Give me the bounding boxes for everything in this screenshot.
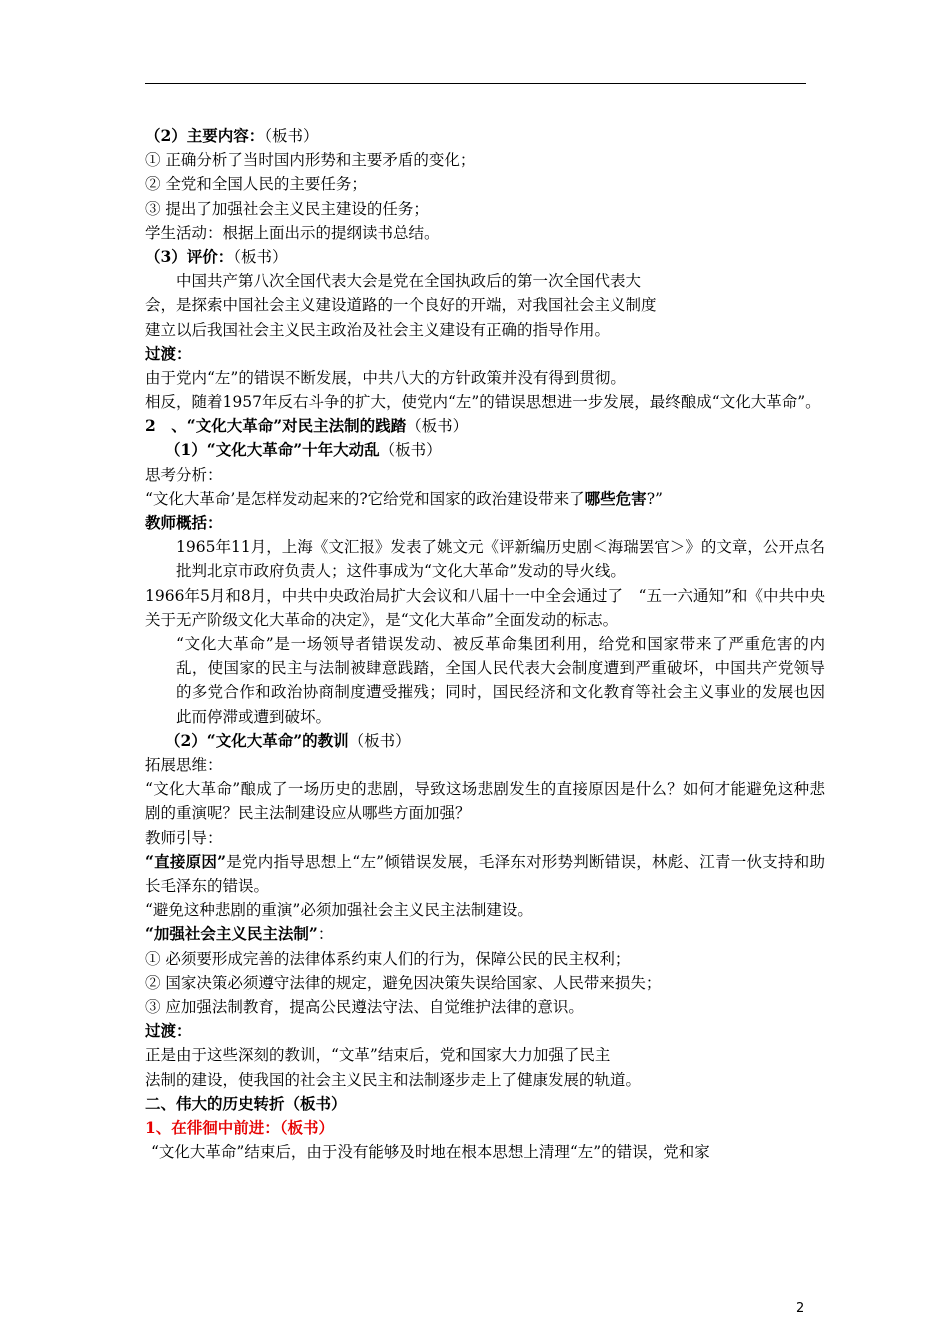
text-line [145, 898, 825, 922]
text-line [145, 922, 825, 946]
line-text: 二、伟大的历史转折（板书） [145, 1093, 347, 1113]
text-line [145, 535, 825, 583]
line-text: “文化大革命”酿成了一场历史的悲剧，导致这场悲剧发生的直接原因是什么？如何才能避免这种悲剧的重演呢？民主法制建设应从哪些方面加强？ [145, 780, 825, 823]
text-line [145, 729, 825, 753]
text-line [145, 293, 825, 317]
line-text: 学生活动：根据上面出示的提纲读书总结。 [145, 223, 440, 242]
text-line [145, 584, 825, 632]
line-text: 1965年11月，上海《文汇报》发表了姚文元《评新编历史剧＜海瑞罢官＞》的文章，公开点名批判北京市政府负责人；这件事成为“文化大革命”发动的导火线。 [176, 538, 825, 581]
text-line [145, 753, 825, 777]
line-text: ① 正确分析了当时国内形势和主要矛盾的变化； [145, 151, 476, 170]
text-line [145, 366, 825, 390]
line-text: 建立以后我国社会主义民主政治及社会主义建设有正确的指导作用。 [145, 320, 611, 339]
line-text: “文化大革命”是一场领导者错误发动、被反革命集团利用，给党和国家带来了严重危害的内乱，使国家的民主与法制被肆意践踏，全国人民代表大会制度遭到严重破坏，中国共产党领导的多党合作和政治协商制度遭受摧残；同时，国民经济和文化教育等社会主义事业的发展也因此而停滞或遭到破坏。 [176, 635, 825, 726]
line-text: 拓展思维： [145, 756, 223, 775]
text-line [145, 947, 825, 971]
text-line [145, 995, 825, 1019]
line-text: 相反，随着1957年反右斗争的扩大，使党内“左”的错误思想进一步发展，最终酿成“文化大革命”。 [145, 393, 821, 412]
line-text: （3）评价： [145, 246, 234, 266]
line-suffix: （板书） [233, 247, 288, 266]
line-text: “文化大革命’是怎样发动起来的?它给党和国家的政治建设带来了 [145, 489, 585, 508]
line-text: 会，是探索中国社会主义建设道路的一个良好的开端，对我国社会主义制度 [145, 296, 657, 315]
line-suffix: （板书） [348, 731, 411, 750]
text-line [145, 487, 825, 511]
line-text: “加强社会主义民主法制” [145, 924, 318, 944]
line-text: 中国共产第八次全国代表大会是党在全国执政后的第一次全国代表大 [176, 272, 642, 291]
text-line [145, 269, 825, 293]
text-line [145, 438, 825, 462]
text-line [145, 826, 825, 850]
page-number: 2 [796, 1301, 805, 1316]
text-line [145, 245, 825, 269]
line-text: 教师引导： [145, 828, 223, 847]
line-text: ② 全党和全国人民的主要任务； [145, 175, 367, 194]
line-text: 过渡： [145, 343, 192, 363]
line-suffix: （板书） [406, 417, 469, 436]
line-suffix: ： [317, 925, 334, 944]
text-line [145, 197, 825, 221]
text-line [145, 172, 825, 196]
line-bold-text: “直接原因” [145, 851, 227, 871]
text-line [145, 511, 825, 535]
text-line [145, 148, 825, 172]
text-line [145, 342, 825, 366]
text-line [145, 1019, 825, 1043]
line-text: “文化大革命”结束后，由于没有能够及时地在根本思想上清理“左”的错误，党和家 [151, 1143, 710, 1162]
line-suffix: （板书） [264, 127, 319, 145]
line-text: 法制的建设，使我国的社会主义民主和法制逐步走上了健康发展的轨道。 [145, 1070, 642, 1089]
text-line [145, 1068, 825, 1092]
text-line [145, 777, 825, 825]
line-text: 教师概括： [145, 513, 223, 533]
text-line [145, 971, 825, 995]
text-line [145, 318, 825, 342]
line-text: ① 必须要形成完善的法律体系约束人们的行为，保障公民的民主权利； [145, 949, 631, 968]
line-bold-text: 哪些危害 [584, 488, 647, 508]
text-line [145, 1043, 825, 1067]
text-line [145, 632, 825, 729]
document-body [145, 124, 825, 1164]
line-text: 思考分析： [145, 465, 223, 484]
text-line [145, 414, 825, 438]
line-text: “避免这种悲剧的重演”必须加强社会主义民主法制建设。 [145, 901, 533, 920]
text-line [145, 463, 825, 487]
header-rule [145, 83, 806, 84]
line-text: 1966年5月和8月，中共中央政治局扩大会议和八届十一中全会通过了 “五一六通知”和《中共中央关于无产阶级文化大革命的决定》，是“文化大革命”全面发动的标志。 [145, 586, 825, 629]
line-text: 由于党内“左”的错误不断发展，中共八大的方针政策并没有得到贯彻。 [145, 368, 626, 387]
line-text: （2）主要内容： [145, 126, 265, 145]
line-suffix: （板书） [379, 441, 442, 460]
line-text: （1）“文化大革命”十年大动乱 [165, 440, 380, 460]
line-text: 1、在徘徊中前进：（板书） [145, 1117, 335, 1137]
text-line [145, 124, 825, 148]
line-tail: ?” [646, 489, 663, 508]
text-line [145, 1140, 825, 1164]
line-text: 正是由于这些深刻的教训，“文革”结束后，党和国家大力加强了民主 [145, 1046, 611, 1065]
line-text: 2 、“文化大革命”对民主法制的践踏 [145, 416, 407, 436]
text-line [145, 850, 825, 898]
text-line [145, 1116, 825, 1140]
line-tail: 是党内指导思想上“左”倾错误发展，毛泽东对形势判断错误，林彪、江青一伙支持和助长毛泽东的错误。 [145, 852, 825, 895]
line-text: ③ 应加强法制教育，提高公民遵法守法、自觉维护法律的意识。 [145, 997, 584, 1016]
text-line [145, 1092, 825, 1116]
line-text: 过渡： [145, 1021, 192, 1041]
line-text: （2）“文化大革命”的教训 [165, 730, 349, 750]
line-text: ③ 提出了加强社会主义民主建设的任务； [145, 199, 429, 218]
line-text: ② 国家决策必须遵守法律的规定，避免因决策失误给国家、人民带来损失； [145, 973, 662, 992]
text-line [145, 390, 825, 414]
text-line [145, 221, 825, 245]
